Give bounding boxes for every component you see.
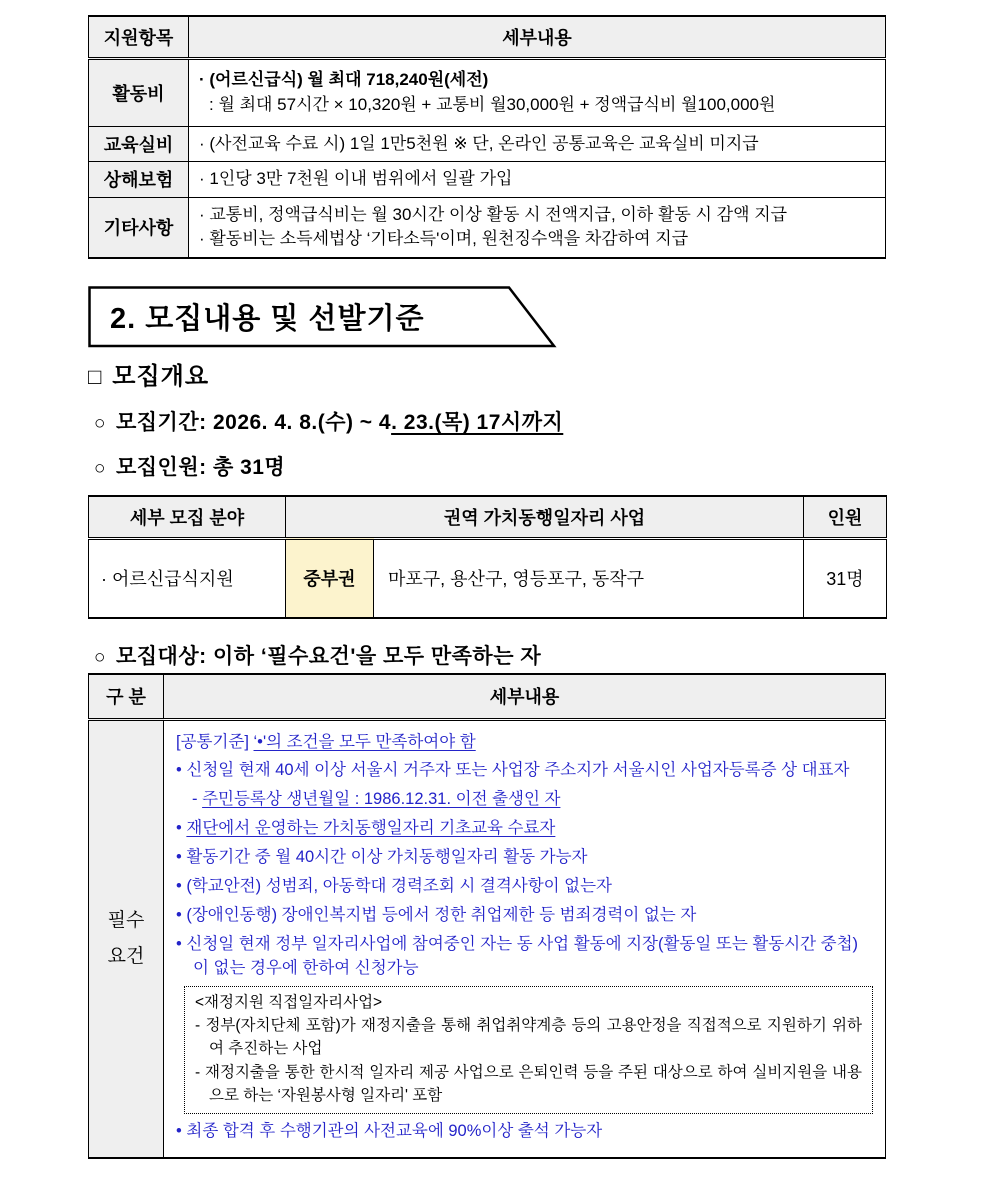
section-banner: [88, 286, 558, 348]
bullet-icon: •: [176, 1122, 182, 1141]
note-box-title: <재정지원 직접일자리사업>: [195, 993, 383, 1011]
bullet-icon: •: [176, 761, 182, 780]
note-box-text: 정부(자치단체 포함)가 재정지출을 통해 취업취약계층 등의 고용안정을 직접적으로 지원하기 위하여 추진하는 사업: [205, 1017, 862, 1058]
other-matters-detail: [189, 197, 886, 258]
education-expense-detail: [189, 126, 886, 162]
requirement-text: (장애인동행) 장애인복지법 등에서 정한 취업제한 등 범죄경력이 없는 자: [186, 906, 697, 925]
section-title: 2. 모집내용 및 선발기준: [110, 302, 425, 335]
fiscal-support-note-box: [184, 986, 873, 1114]
requirement-text: (학교안전) 성범죄, 아동학대 경력조회 시 결격사항이 없는자: [186, 877, 612, 896]
requirement-item: [176, 817, 873, 841]
accident-insurance-line1: · 1인당 3만 7천원 이내 범위에서 일괄 가입: [199, 169, 513, 189]
requirement-item-last: [176, 1120, 873, 1144]
table-row: [89, 126, 886, 162]
recruit-period-line: [94, 406, 563, 436]
table-row: [89, 719, 886, 1158]
bullet-icon: •: [176, 848, 182, 867]
requirement-text: 신청일 현재 40세 이상 서울시 거주자 또는 사업장 주소지가 서울시인 사업자등록증 상 대표자: [186, 761, 850, 780]
activity-fee-line2: : 월 최대 57시간 × 10,320원 + 교통비 월30,000원 + 정액급식비 월100,000원: [209, 94, 776, 114]
category-label-line2: 요건: [107, 945, 145, 967]
field-value: · 어르신급식지원: [89, 538, 286, 618]
requirement-text: 신청일 현재 정부 일자리사업에 참여중인 자는 동 사업 활동에 지장(활동일 또는 활동시간 중첩)이 없는 경우에 한하여 신청가능: [186, 934, 859, 977]
table-row: [89, 538, 887, 618]
category-label-line1: 필수: [107, 909, 145, 931]
support-item-header: 지원항목: [89, 16, 189, 58]
note-box-item: [195, 1061, 862, 1108]
table-row: [89, 58, 886, 126]
activity-fee-line1: · (어르신급식) 월 최대 718,240원(세전): [199, 69, 489, 89]
requirement-item: [176, 759, 873, 783]
dash-icon: -: [195, 1017, 201, 1035]
dash-icon: -: [192, 790, 198, 809]
accident-insurance-detail: [189, 162, 886, 198]
detail-column-header: 세부내용: [164, 674, 886, 719]
circle-bullet-icon: ○: [94, 413, 106, 434]
overview-heading: [88, 356, 209, 391]
common-standard-condition: ‘•'의 조건을 모두 만족하여야 함: [253, 732, 476, 751]
bullet-icon: •: [176, 877, 182, 896]
circle-bullet-icon: ○: [94, 647, 106, 668]
other-matters-line1: · 교통비, 정액급식비는 월 30시간 이상 활동 시 전액지급, 이하 활동 시 감액 지급: [199, 204, 788, 224]
table-row: [89, 162, 886, 198]
count-column-header: 인원: [804, 496, 887, 538]
requirement-item: [176, 846, 873, 870]
category-column-header: 구 분: [89, 674, 164, 719]
requirement-subitem: [192, 788, 873, 812]
dash-icon: -: [195, 1063, 201, 1081]
bullet-icon: •: [176, 906, 182, 925]
districts-value: 마포구, 용산구, 영등포구, 동작구: [374, 538, 804, 618]
overview-heading-text: 모집개요: [112, 363, 210, 390]
support-detail-header: 세부내용: [189, 16, 886, 58]
field-column-header: 세부 모집 분야: [89, 496, 286, 538]
table-row: [89, 197, 886, 258]
recruit-headcount-text: 모집인원: 총 31명: [115, 456, 286, 479]
category-required-label: [89, 719, 164, 1158]
region-highlight: 중부권: [286, 538, 374, 618]
requirement-item: [176, 875, 873, 899]
requirement-text: 주민등록상 생년월일 : 1986.12.31. 이전 출생인 자: [202, 790, 561, 809]
bullet-icon: •: [176, 819, 182, 838]
common-standard-prefix: [공통기준]: [176, 732, 254, 751]
requirement-item: [176, 933, 873, 981]
bullet-icon: •: [176, 934, 182, 953]
requirement-common-standard: [176, 731, 873, 755]
recruit-headcount-line: [94, 451, 285, 481]
row-label-accident-insurance: 상해보험: [89, 162, 189, 198]
support-detail-table: [88, 15, 886, 259]
circle-bullet-icon: ○: [94, 458, 106, 479]
requirement-text: 활동기간 중 월 40시간 이상 가치동행일자리 활동 가능자: [186, 848, 588, 867]
recruit-period-deadline: . 23.(목) 17시까지: [391, 411, 564, 434]
other-matters-line2: · 활동비는 소득세법상 ‘기타소득'이며, 원천징수액을 차감하여 지급: [199, 229, 689, 249]
requirement-text: 재단에서 운영하는 가치동행일자리 기초교육 수료자: [186, 819, 556, 838]
requirement-item: [176, 904, 873, 928]
recruit-field-header: [89, 496, 887, 538]
recruit-target-line: [94, 640, 541, 670]
square-bullet-icon: □: [88, 364, 103, 389]
requirements-table: [88, 673, 886, 1159]
row-label-activity-fee: 활동비: [89, 58, 189, 126]
requirements-header: [89, 674, 886, 719]
recruit-field-table: [88, 495, 887, 619]
support-table-header: [89, 16, 886, 58]
requirements-content: [164, 719, 886, 1158]
activity-fee-detail: [189, 58, 886, 126]
education-expense-line1: · (사전교육 수료 시) 1일 1만5천원 ※ 단, 온라인 공통교육은 교육실비 미지급: [199, 133, 759, 153]
row-label-education-expense: 교육실비: [89, 126, 189, 162]
note-box-text: 재정지출을 통한 한시적 일자리 제공 사업으로 은퇴인력 등을 주된 대상으로 하여 실비지원을 내용으로 하는 ‘자원봉사형 일자리' 포함: [205, 1063, 862, 1104]
program-column-header: 권역 가치동행일자리 사업: [286, 496, 804, 538]
count-value: 31명: [804, 538, 887, 618]
recruit-target-text: 모집대상: 이하 ‘필수요건'을 모두 만족하는 자: [115, 645, 542, 668]
note-box-item: [195, 1014, 862, 1061]
requirement-text: 최종 합격 후 수행기관의 사전교육에 90%이상 출석 가능자: [186, 1122, 603, 1141]
recruit-period-text: 모집기간: 2026. 4. 8.(수) ~ 4: [115, 411, 392, 434]
row-label-other-matters: 기타사항: [89, 197, 189, 258]
